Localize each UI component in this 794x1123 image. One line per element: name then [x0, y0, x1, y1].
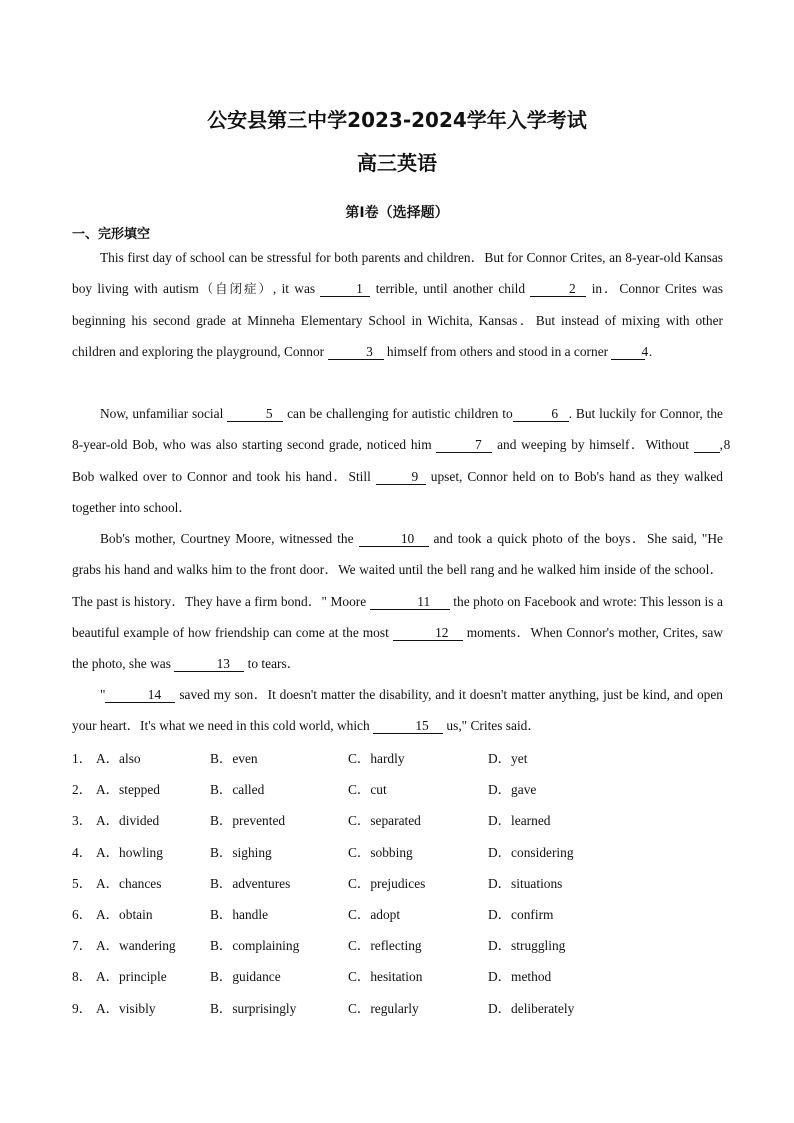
option-d[interactable]: D．yet — [488, 751, 528, 766]
question-number: 5． — [72, 875, 93, 891]
passage-text: . — [648, 343, 653, 359]
blank-12: 12 — [393, 626, 463, 641]
passage-text: in．Connor Crites was beginning his second grade at Minneha Elementary School in Wichita, Kansas．But instead of mixing with other children and exploring the playground, Connor — [72, 281, 723, 359]
option-c[interactable]: C．regularly — [348, 1000, 419, 1016]
question-number: 8． — [72, 969, 93, 985]
option-b[interactable]: B．complaining — [210, 938, 300, 954]
option-a[interactable]: A．stepped — [96, 782, 160, 798]
passage-text: terrible, until another child — [375, 281, 526, 297]
option-d[interactable]: D．deliberately — [488, 1000, 575, 1016]
passage-paragraph-3 — [72, 523, 723, 679]
passage-text: upset, Connor held on to Bob's hand as they walked together into school． — [72, 468, 723, 515]
option-c[interactable]: C．adopt — [348, 906, 401, 922]
question-row — [72, 992, 732, 1023]
blank-10: 10 — [359, 532, 429, 547]
answer-options — [72, 742, 732, 1023]
blank-5: 5 — [227, 407, 283, 422]
option-a[interactable]: A．also — [96, 751, 141, 766]
option-c[interactable]: C．hardly — [348, 751, 405, 766]
blank-1: 1 — [320, 282, 370, 297]
question-row — [72, 929, 732, 960]
option-d[interactable]: D．struggling — [488, 938, 566, 954]
passage-text: the photo on Facebook and wrote: This lesson is a beautiful example of how friendship can come at the most — [72, 593, 723, 640]
question-row — [72, 898, 732, 929]
option-b[interactable]: B．guidance — [210, 969, 281, 985]
option-b[interactable]: B．even — [210, 751, 258, 766]
passage-text: himself from others and stood in a corner — [386, 343, 609, 359]
passage-text: Bob's mother, Courtney Moore, witnessed the — [100, 531, 354, 546]
passage-text: and weeping by himself．Without — [497, 437, 689, 453]
option-c[interactable]: C．cut — [348, 782, 387, 798]
blank-6: 6 — [513, 407, 569, 422]
passage-text: and took a quick photo of the boys．She said, "He grabs his hand and walks him to the front door．We waited until the bell rang and he walked him inside of the school．The past is history．They have a firm bond．" Moore — [72, 531, 723, 609]
passage-paragraph-4 — [72, 679, 723, 742]
question-number: 3． — [72, 813, 93, 829]
question-row — [72, 773, 732, 804]
option-c[interactable]: C．hesitation — [348, 969, 423, 985]
exam-title: 公安县第三中学2023-2024学年入学考试 — [207, 108, 587, 132]
question-row — [72, 836, 732, 867]
passage-text: saved my son．It doesn't matter the disability, and it doesn't matter anything, just be kind, and open your heart．It's what we need in this cold world, which — [72, 687, 723, 734]
question-number: 2． — [72, 782, 93, 798]
blank-4: 4 — [611, 345, 645, 360]
option-d[interactable]: D．gave — [488, 782, 537, 798]
option-d[interactable]: D．situations — [488, 875, 563, 891]
option-b[interactable]: B．handle — [210, 906, 269, 922]
passage-text: （自闭症） — [198, 281, 273, 297]
question-number: 7． — [72, 938, 93, 954]
question-row — [72, 867, 732, 898]
passage-paragraph-1 — [72, 242, 723, 367]
passage-text: can be challenging for autistic children to — [287, 406, 513, 421]
question-row — [72, 804, 732, 835]
exam-subject: 高三英语 — [357, 151, 437, 175]
passage-paragraph-2 — [72, 398, 731, 523]
option-b[interactable]: B．sighing — [210, 844, 272, 860]
blank-11: 11 — [370, 595, 450, 610]
passage-text: us," Crites said． — [446, 718, 541, 734]
option-d[interactable]: D．considering — [488, 844, 574, 860]
section-heading: 第I卷（选择题） — [345, 205, 449, 221]
option-a[interactable]: A．wandering — [96, 938, 176, 954]
passage-text: Now, unfamiliar social — [100, 406, 224, 421]
blank-3: 3 — [328, 345, 384, 360]
option-c[interactable]: C．separated — [348, 813, 421, 829]
blank-7: 7 — [436, 438, 492, 453]
blank-8: 8 — [694, 438, 720, 453]
option-d[interactable]: D．confirm — [488, 906, 554, 922]
option-b[interactable]: B．surprisingly — [210, 1000, 297, 1016]
option-b[interactable]: B．adventures — [210, 875, 291, 891]
blank-14: 14 — [105, 688, 175, 703]
option-a[interactable]: A．visibly — [96, 1000, 156, 1016]
blank-9: 9 — [376, 470, 426, 485]
option-a[interactable]: A．divided — [96, 813, 160, 829]
blank-2: 2 — [530, 282, 586, 297]
option-b[interactable]: B．called — [210, 782, 265, 798]
blank-13: 13 — [174, 657, 244, 672]
question-number: 1． — [72, 751, 93, 766]
option-d[interactable]: D．method — [488, 969, 552, 985]
option-c[interactable]: C．reflecting — [348, 938, 422, 954]
option-a[interactable]: A．chances — [96, 875, 162, 891]
question-row — [72, 960, 732, 991]
passage-text: This first day of school can be stressful for both parents and children．But for Connor Crites, an 8-year-old Kansas boy living with autism — [72, 250, 723, 297]
passage-text: , it was — [272, 281, 316, 297]
option-a[interactable]: A．principle — [96, 969, 167, 985]
option-c[interactable]: C．sobbing — [348, 844, 413, 860]
question-row — [72, 742, 732, 773]
option-c[interactable]: C．prejudices — [348, 875, 426, 891]
question-number: 9． — [72, 1000, 93, 1016]
option-a[interactable]: A．howling — [96, 844, 163, 860]
part-heading: 一、完形填空 — [72, 227, 151, 242]
option-b[interactable]: B．prevented — [210, 813, 286, 829]
passage-text: moments．When Connor's mother, Crites, saw the photo, she was — [72, 624, 723, 672]
option-a[interactable]: A．obtain — [96, 906, 153, 922]
question-number: 6． — [72, 906, 93, 922]
passage-text: . But luckily for Connor, the 8-year-old Bob, who was also starting second grade, noticed him — [72, 406, 723, 453]
question-number: 4． — [72, 844, 93, 860]
option-d[interactable]: D．learned — [488, 813, 551, 829]
passage-text: " — [100, 687, 106, 702]
blank-15: 15 — [373, 719, 443, 734]
passage-text: to tears． — [247, 656, 301, 672]
passage-text: , Bob walked over to Connor and took his hand．Still — [72, 437, 723, 484]
